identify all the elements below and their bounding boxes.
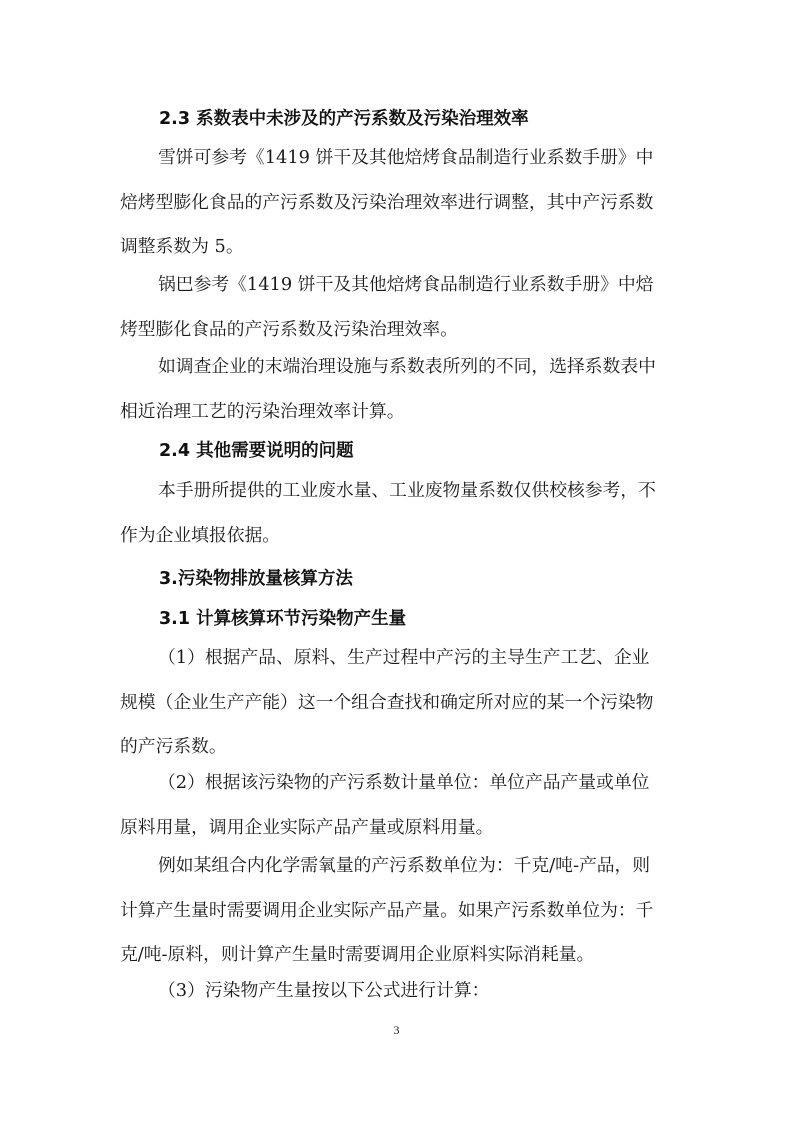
paragraph-guoba xyxy=(120,263,653,352)
paragraph-step-1 xyxy=(120,636,653,770)
section-heading-3: 3.污染物排放量核算方法 xyxy=(159,569,353,589)
paragraph-line: （2）根据该污染物的产污系数计量单位：单位产品产量或单位 xyxy=(158,772,650,793)
paragraph-line: 焙烤型膨化食品的产污系数及污染治理效率进行调整，其中产污系数 xyxy=(120,191,654,213)
paragraph-line: 锅巴参考《1419 饼干及其他焙烤食品制造行业系数手册》中焙 xyxy=(158,274,654,295)
section-heading-2-3: 2.3 系数表中未涉及的产污系数及污染治理效率 xyxy=(159,109,529,129)
paragraph-line: 调整系数为 5。 xyxy=(120,236,244,257)
section-heading-3-1: 3.1 计算核算环节污染物产生量 xyxy=(159,609,407,629)
paragraph-example xyxy=(120,844,653,978)
paragraph-line: 计算产生量时需要调用企业实际产品产量。如果产污系数单位为：千 xyxy=(120,899,654,921)
paragraph-reference-only xyxy=(120,469,656,558)
paragraph-line: （3）污染物产生量按以下公式进行计算： xyxy=(158,980,490,1001)
paragraph-line: 相近治理工艺的污染治理效率计算。 xyxy=(120,400,405,422)
paragraph-line: 如调查企业的末端治理设施与系数表所列的不同，选择系数表中 xyxy=(158,356,656,377)
paragraph-line: 例如某组合内化学需氧量的产污系数单位为：千克/吨-产品，则 xyxy=(158,855,651,876)
paragraph-snow-cake xyxy=(120,136,653,270)
paragraph-line: 烤型膨化食品的产污系数及污染治理效率。 xyxy=(120,318,458,340)
paragraph-treatment-facility xyxy=(120,345,656,434)
paragraph-line: 的产污系数。 xyxy=(120,736,227,757)
page-number: 3 xyxy=(393,1023,400,1037)
paragraph-line: 规模（企业生产产能）这一个组合查找和确定所对应的某一个污染物 xyxy=(120,691,654,713)
paragraph-step-2 xyxy=(120,761,649,850)
section-heading-2-4: 2.4 其他需要说明的问题 xyxy=(159,441,354,461)
paragraph-line: 克/吨-原料，则计算产生量时需要调用企业原料实际消耗量。 xyxy=(120,944,595,965)
paragraph-step-3 xyxy=(120,969,489,1014)
paragraph-line: 原料用量，调用企业实际产品产量或原料用量。 xyxy=(120,816,494,838)
paragraph-line: （1）根据产品、原料、生产过程中产污的主导生产工艺、企业 xyxy=(158,647,650,668)
paragraph-line: 雪饼可参考《1419 饼干及其他焙烤食品制造行业系数手册》中 xyxy=(158,147,654,168)
paragraph-line: 本手册所提供的工业废水量、工业废物量系数仅供校核参考，不 xyxy=(158,480,656,501)
paragraph-line: 作为企业填报依据。 xyxy=(120,524,281,546)
